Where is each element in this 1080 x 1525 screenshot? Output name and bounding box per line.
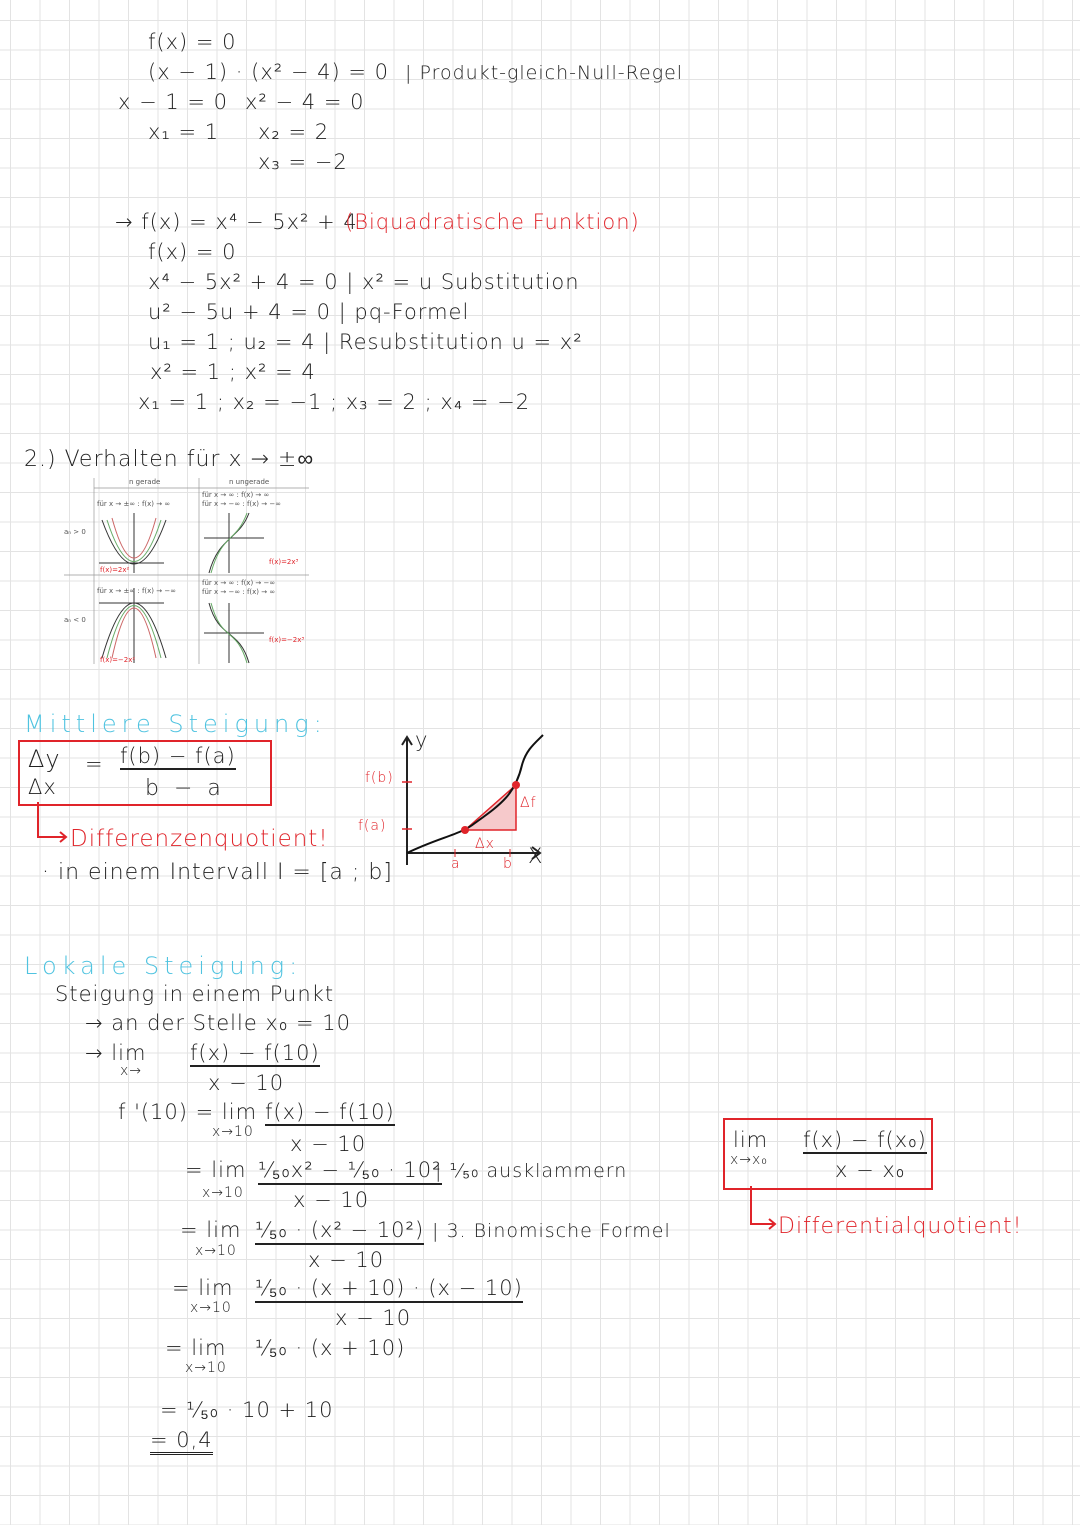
lim-label: lim — [733, 1128, 769, 1152]
frac-den: x − x₀ — [835, 1158, 906, 1182]
row-a-neg: aₙ < 0 — [64, 616, 86, 624]
lim-label: = lim — [180, 1218, 242, 1242]
frac-num: ¹⁄₅₀x² − ¹⁄₅₀ · 10² — [258, 1158, 442, 1185]
fraction-numerator: f(b) − f(a) — [120, 744, 236, 768]
axis-x-label: X — [528, 844, 544, 868]
frac-num: f(x) − f(10) — [265, 1100, 395, 1124]
title-mittlere-steigung: Mittlere Steigung: — [24, 710, 327, 738]
row-a-pos: aₙ > 0 — [64, 528, 86, 536]
end-behavior-table — [64, 478, 309, 664]
eq-line: f(x) = 0 — [148, 240, 237, 264]
arrow-icon — [30, 802, 70, 842]
delta-x: Δx — [28, 775, 57, 799]
frac-den: x − 10 — [308, 1248, 385, 1272]
title-lokale-steigung: Lokale Steigung: — [24, 952, 303, 980]
label-differentialquotient: Differentialquotient! — [778, 1214, 1023, 1239]
label-neg-2x3: f(x)=−2x³ — [269, 636, 305, 644]
delta-y: Δy — [28, 745, 61, 773]
cell-text: für x → ±∞ : f(x) → ∞ — [97, 500, 171, 508]
fraction-denominator: b − a — [145, 776, 225, 801]
note-binomisch: | 3. Binomische Formel — [432, 1220, 671, 1242]
cell-text: für x → −∞ : f(x) → −∞ — [202, 500, 282, 508]
interval-text: · in einem Intervall I = [a ; b] — [42, 860, 393, 885]
cell-text: für x → ∞ : f(x) → −∞ — [202, 579, 276, 587]
eq-line: x₁ = 1 ; x₂ = −1 ; x₃ = 2 ; x₄ = −2 — [138, 390, 531, 414]
frac-den: x − 10 — [293, 1188, 370, 1212]
cell-text: für x → ∞ : f(x) → ∞ — [202, 491, 270, 499]
label-fb: f(b) — [365, 770, 394, 786]
lim-sub: x→10 — [185, 1360, 227, 1376]
note-biquadratic: (Biquadratische Funktion) — [345, 210, 640, 234]
axis-y-label: y — [415, 728, 429, 752]
col-n-odd: n ungerade — [229, 478, 270, 486]
root-x3: x₃ = −2 — [258, 150, 348, 174]
label-delta-x: Δx — [475, 836, 495, 852]
frac-den: x − 10 — [290, 1132, 367, 1156]
eq-fx-zero: f(x) = 0 — [148, 30, 237, 54]
label-b: b — [503, 856, 513, 872]
label-neg-2x2: f(x)=−2x² — [100, 656, 136, 664]
result: = 0,4 — [150, 1428, 213, 1455]
root-x1: x₁ = 1 — [148, 120, 220, 144]
lim-label: = lim — [172, 1276, 234, 1300]
label-2x3: f(x)=2x³ — [269, 558, 299, 566]
label-a: a — [451, 856, 461, 872]
frac-num: f(x) − f(10) — [190, 1041, 320, 1065]
label-delta-f: Δf — [520, 795, 537, 811]
eq-factor2: x² − 4 = 0 — [245, 90, 365, 114]
eq-line: u² − 5u + 4 = 0 | pq-Formel — [148, 300, 470, 324]
derivative-lhs: f '(10) = lim — [118, 1100, 258, 1124]
lim-sub: x→10 — [212, 1124, 254, 1140]
frac-num: f(x) − f(x₀) — [803, 1128, 927, 1152]
cell-text: für x → ±∞ : f(x) → −∞ — [97, 587, 177, 595]
plot-even-pos — [99, 513, 166, 573]
lim-sub: x→10 — [195, 1243, 237, 1259]
eq-line: = ¹⁄₅₀ · 10 + 10 — [160, 1398, 334, 1422]
frac-num: ¹⁄₅₀ · (x + 10) · (x − 10) — [255, 1276, 523, 1303]
label-differenzenquotient: Differenzenquotient! — [70, 826, 329, 852]
text-steigung-punkt: Steigung in einem Punkt — [55, 982, 335, 1006]
eq-line: x⁴ − 5x² + 4 = 0 | x² = u Substitution — [148, 270, 580, 294]
plot-even-neg — [99, 588, 166, 663]
eq-product: (x − 1) · (x² − 4) = 0 — [148, 60, 389, 84]
equals-sign: = — [85, 752, 104, 776]
frac-num: ¹⁄₅₀ · (x² − 10²) — [255, 1218, 424, 1245]
eq-biquadratic: → f(x) = x⁴ − 5x² + 4 — [115, 210, 358, 234]
text-stelle: → an der Stelle x₀ = 10 — [85, 1011, 351, 1035]
lim-sub: x→x₀ — [730, 1152, 768, 1168]
root-x2: x₂ = 2 — [258, 120, 330, 144]
col-n-even: n gerade — [129, 478, 161, 486]
lim-sub: x→10 — [190, 1300, 232, 1316]
plot-odd-neg — [204, 603, 264, 663]
label-2x2: f(x)=2x² — [100, 566, 130, 574]
eq-line: x² = 1 ; x² = 4 — [150, 360, 316, 384]
plot-odd-pos — [204, 513, 264, 573]
eq-line: u₁ = 1 ; u₂ = 4 | Resubstitution u = x² — [148, 330, 583, 354]
section-title-verhalten: 2.) Verhalten für x → ±∞ — [24, 447, 315, 472]
lim-label: = lim — [185, 1158, 247, 1182]
label-fa: f(a) — [358, 818, 387, 834]
lim-sub: x→ — [120, 1063, 143, 1079]
frac-den: x − 10 — [335, 1306, 412, 1330]
note-product-rule: | Produkt-gleich-Null-Regel — [405, 62, 684, 84]
eq-factor1: x − 1 = 0 — [118, 90, 229, 114]
lim-label: → lim — [85, 1041, 147, 1065]
cell-text: für x → −∞ : f(x) → ∞ — [202, 588, 276, 596]
lim-sub: x→10 — [202, 1185, 244, 1201]
note-ausklammern: | ¹⁄₅₀ ausklammern — [435, 1160, 628, 1182]
lim-label: = lim — [165, 1336, 227, 1360]
expr: ¹⁄₅₀ · (x + 10) — [255, 1336, 406, 1360]
frac-den: x − 10 — [208, 1071, 285, 1095]
